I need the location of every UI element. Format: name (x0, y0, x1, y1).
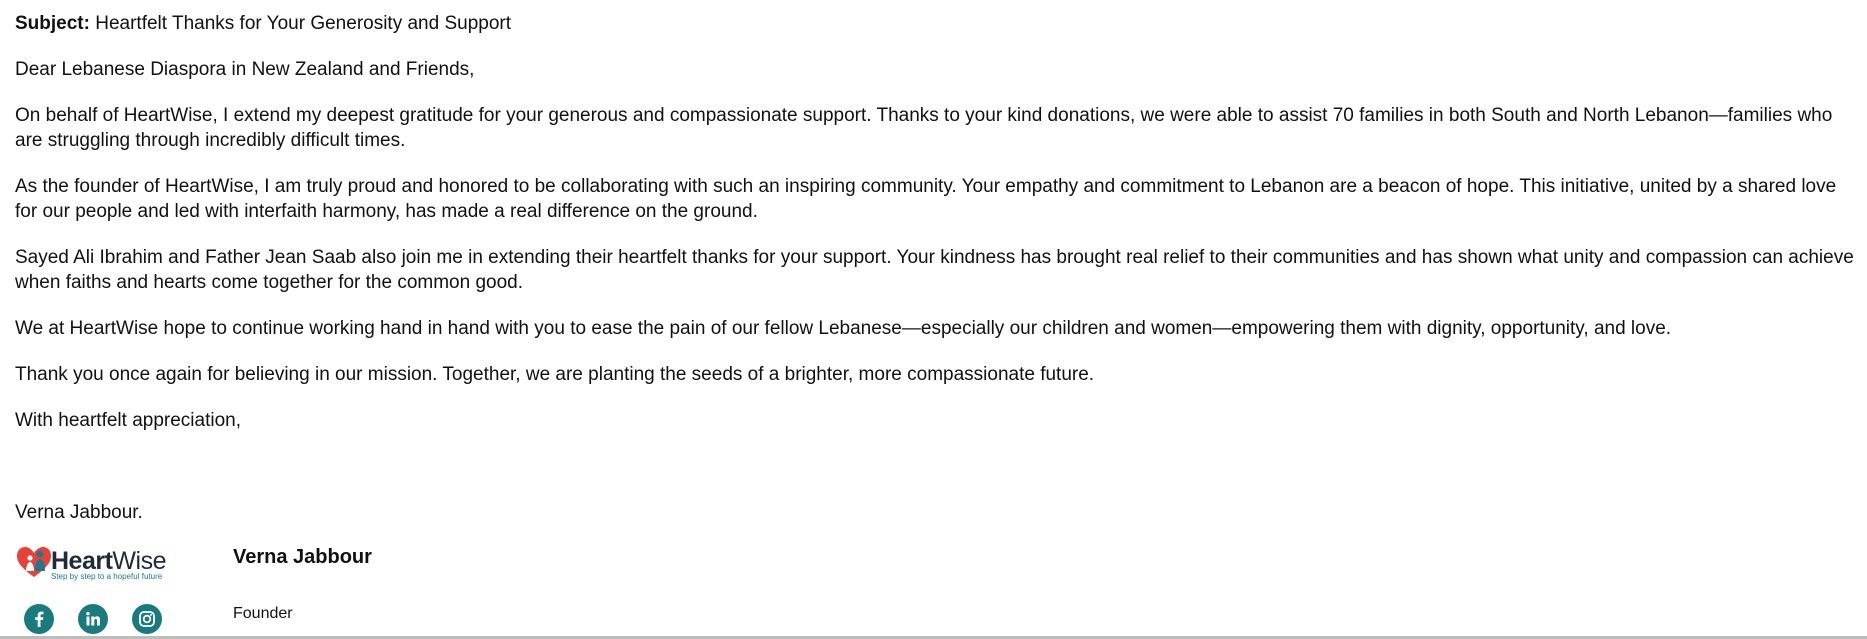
paragraph: Thank you once again for believing in our mission. Together, we are planting the seeds of a brighter, more compassionate future. (15, 364, 1095, 385)
heartwise-logo (15, 544, 181, 584)
paragraph: As the founder of HeartWise, I am truly proud and honored to be collaborating with such an inspiring community. Your empathy and commitment to Lebanon are a beacon of hope. This initiative, united by a shared love for our people and led with interfaith harmony, has made a real difference on the ground. (15, 176, 1837, 222)
facebook-icon (32, 611, 46, 627)
instagram-link[interactable] (132, 604, 162, 634)
closing: With heartfelt appreciation, (15, 410, 242, 431)
signature-name: Verna Jabbour (233, 546, 372, 568)
spacer (15, 454, 1860, 500)
logo-tagline: Step by step to a hopeful future (51, 572, 163, 581)
signoff-name: Verna Jabbour. (15, 502, 143, 523)
paragraph: On behalf of HeartWise, I extend my deepest gratitude for your generous and compassionate support. Thanks to your kind donations, we were able to assist 70 families in both South and North Lebanon—families who are struggling through incredibly difficult times. (15, 105, 1833, 151)
linkedin-link[interactable] (78, 604, 108, 634)
email-signature (15, 544, 615, 639)
logo-word-wise: Wise (112, 547, 166, 575)
heart-people-icon (15, 544, 53, 580)
linkedin-icon (85, 611, 101, 627)
logo-wordmark (51, 548, 166, 574)
email-body (15, 11, 1860, 546)
subject-label: Subject: (15, 13, 90, 34)
subject-text: Heartfelt Thanks for Your Generosity and Support (95, 13, 512, 34)
signature-title: Founder (233, 605, 293, 622)
instagram-icon (138, 610, 156, 628)
subject-line (15, 11, 1860, 36)
facebook-link[interactable] (24, 604, 54, 634)
paragraph: Sayed Ali Ibrahim and Father Jean Saab also join me in extending their heartfelt thanks for your support. Your kindness has brought real relief to their communities and has shown what unity and compassion can achieve when faiths and hearts come together for the common good. (15, 247, 1854, 293)
greeting: Dear Lebanese Diaspora in New Zealand and Friends, (15, 59, 475, 80)
paragraph: We at HeartWise hope to continue working hand in hand with you to ease the pain of our fellow Lebanese—especially our children and women—empowering them with dignity, opportunity, and love. (15, 318, 1672, 339)
logo-word-heart: Heart (51, 547, 113, 575)
social-links (24, 604, 162, 634)
